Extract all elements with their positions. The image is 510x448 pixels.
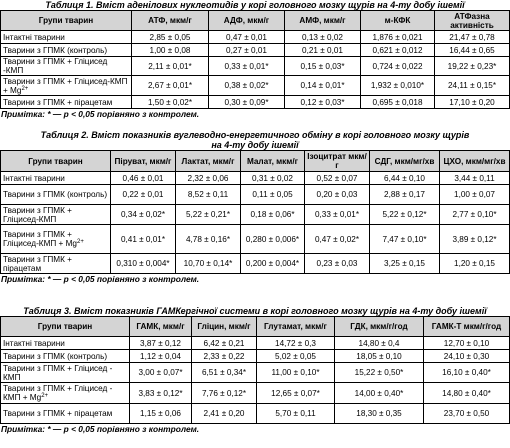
value-cell: 3,89 ± 0,12* [440,225,510,254]
value-cell: 0,12 ± 0,03* [285,96,361,109]
table-row [1,350,510,363]
value-cell: 3,87 ± 0,12 [130,337,192,350]
table-row [1,363,510,383]
group-cell: Тварини з ГПМК (контроль) [1,185,111,205]
table3-header-cell: Гліцин, мкм/г [192,317,257,337]
value-cell: 8,52 ± 0,11 [176,185,241,205]
value-cell: 16,44 ± 0,65 [435,44,510,57]
group-cell: Тварини з ГПМК + Гліцисед-КМП + $Mg^{2+}$ [1,76,132,96]
value-cell: 2,33 ± 0,22 [192,350,257,363]
group-cell: Тварини з ГПМК (контроль) [1,350,130,363]
table2 [0,150,510,274]
table3-header-cell: ГДК, мкм/г/год [335,317,424,337]
table2-header-cell: Лактат, мкм/г [176,151,241,172]
value-cell: 0,33 ± 0,01* [209,57,285,76]
table-row [1,383,510,404]
table3 [0,316,510,424]
value-cell: 0,18 ± 0,06* [241,205,305,225]
table3-note: Примітка: * — р < 0,05 порівняно з контролем. [1,424,200,434]
value-cell: 0,52 ± 0,07 [305,172,370,185]
value-cell: 3,00 ± 0,07* [130,363,192,383]
value-cell: 21,47 ± 0,78 [435,31,510,44]
value-cell: 14,00 ± 0,40* [335,383,424,404]
value-cell: 4,78 ± 0,16* [176,225,241,254]
table1-header-row [1,11,510,31]
value-cell: 0,38 ± 0,02* [209,76,285,96]
table1-header-cell: АМФ, мкм/г [285,11,361,31]
value-cell: 0,33 ± 0,01* [305,205,370,225]
table2-header-cell: ЦХО, мкм/мг/хв [440,151,510,172]
value-cell: 0,11 ± 0,05 [241,185,305,205]
value-cell: 0,27 ± 0,01 [209,44,285,57]
group-cell: Тварини з ГПМК + пірацетам [1,254,111,274]
group-cell: Тварини з ГПМК + Гліцисед - КМП + $Mg^{2+}$ [1,383,130,404]
value-cell: 14,80 ± 0,40* [424,383,510,404]
value-cell: 0,724 ± 0,022 [361,57,435,76]
value-cell: 0,695 ± 0,018 [361,96,435,109]
value-cell: 1,12 ± 0,04 [130,350,192,363]
value-cell: 0,31 ± 0,02 [241,172,305,185]
table3-header-cell: Групи тварин [1,317,130,337]
table1-header-cell: АТФазна активність [435,11,510,31]
group-cell: Тварини з ГПМК + Гліцисед-КМП + $Mg^{2+}$ [1,225,111,254]
value-cell: 0,280 ± 0,006* [241,225,305,254]
group-cell: Інтактні тварини [1,337,130,350]
table-row [1,404,510,424]
value-cell: 14,80 ± 0,4 [335,337,424,350]
group-cell: Тварини з ГПМК (контроль) [1,44,132,57]
table3-block [0,306,510,434]
value-cell: 0,30 ± 0,09* [209,96,285,109]
value-cell: 0,20 ± 0,03 [305,185,370,205]
table2-header-cell: Групи тварин [1,151,111,172]
table1-header-cell: м-КФК [361,11,435,31]
table-row [1,96,510,109]
table3-caption: Таблиця 3. Вміст показників ГАМКергічної системи в корі головного мозку щурів на 4-ту добу ішемії [23,306,487,316]
table1 [0,10,510,109]
table2-header-row [1,151,510,172]
value-cell: 0,14 ± 0,01* [285,76,361,96]
table1-block [0,0,510,119]
value-cell: 0,23 ± 0,03 [305,254,370,274]
value-cell: 0,21 ± 0,01 [285,44,361,57]
table-row [1,76,510,96]
table2-note: Примітка: * — р < 0,05 порівняно з контролем. [1,274,200,284]
value-cell: 6,51 ± 0,34* [192,363,257,383]
value-cell: 17,10 ± 0,20 [435,96,510,109]
table-row [1,205,510,225]
value-cell: 1,15 ± 0,06 [130,404,192,424]
value-cell: 5,22 ± 0,12* [370,205,440,225]
table3-header-row [1,317,510,337]
value-cell: 5,02 ± 0,05 [257,350,335,363]
table2-header-cell: Піруват, мкм/г [111,151,176,172]
value-cell: 0,41 ± 0,01* [111,225,176,254]
value-cell: 2,11 ± 0,01* [132,57,209,76]
value-cell: 5,70 ± 0,11 [257,404,335,424]
table1-note: Примітка: * — р < 0,05 порівняно з контролем. [1,109,200,119]
table2-block [0,130,510,284]
value-cell: 1,20 ± 0,15 [440,254,510,274]
table1-header-cell: АДФ, мкм/г [209,11,285,31]
value-cell: 7,76 ± 0,12* [192,383,257,404]
table3-header-cell: ГАМК, мкм/г [130,317,192,337]
table2-header-cell: Ізоцитрат мкм/г [305,151,370,172]
value-cell: 24,11 ± 0,15* [435,76,510,96]
table1-caption: Таблиця 1. Вміст аденілових нуклеотидів у корі головного мозку щурів на 4-ту добу ішемії [45,0,465,10]
table3-header-cell: Глутамат, мкм/г [257,317,335,337]
table1-header-cell: АТФ, мкм/г [132,11,209,31]
table-row [1,31,510,44]
group-cell: Тварини з ГПМК + Гліцисед-КМП [1,205,111,225]
value-cell: 18,05 ± 0,10 [335,350,424,363]
value-cell: 0,621 ± 0,012 [361,44,435,57]
table-row [1,337,510,350]
value-cell: 0,13 ± 0,02 [285,31,361,44]
table-row [1,185,510,205]
value-cell: 19,22 ± 0,23* [435,57,510,76]
value-cell: 2,85 ± 0,05 [132,31,209,44]
value-cell: 7,47 ± 0,10* [370,225,440,254]
value-cell: 18,30 ± 0,35 [335,404,424,424]
value-cell: 24,10 ± 0,30 [424,350,510,363]
value-cell: 0,47 ± 0,01 [209,31,285,44]
value-cell: 3,25 ± 0,15 [370,254,440,274]
value-cell: 0,200 ± 0,004* [241,254,305,274]
value-cell: 12,70 ± 0,10 [424,337,510,350]
table1-header-cell: Групи тварин [1,11,132,31]
value-cell: 23,70 ± 0,50 [424,404,510,424]
table-row [1,225,510,254]
value-cell: 0,34 ± 0,02* [111,205,176,225]
group-cell: Тварини з ГПМК + Гліцисед -КМП [1,57,132,76]
value-cell: 1,00 ± 0,07 [440,185,510,205]
value-cell: 15,22 ± 0,50* [335,363,424,383]
group-cell: Інтактні тварини [1,31,132,44]
value-cell: 0,47 ± 0,02* [305,225,370,254]
value-cell: 5,22 ± 0,21* [176,205,241,225]
value-cell: 3,83 ± 0,12* [130,383,192,404]
group-cell: Інтактні тварини [1,172,111,185]
value-cell: 6,44 ± 0,10 [370,172,440,185]
value-cell: 1,00 ± 0,08 [132,44,209,57]
value-cell: 16,10 ± 0,40* [424,363,510,383]
value-cell: 2,77 ± 0,10* [440,205,510,225]
value-cell: 0,15 ± 0,03* [285,57,361,76]
table2-header-cell: СДГ, мкм/мг/хв [370,151,440,172]
group-cell: Тварини з ГПМК + Гліцисед - КМП [1,363,130,383]
table-row [1,57,510,76]
value-cell: 2,67 ± 0,01* [132,76,209,96]
value-cell: 1,932 ± 0,010* [361,76,435,96]
value-cell: 6,42 ± 0,21 [192,337,257,350]
value-cell: 0,310 ± 0,004* [111,254,176,274]
table3-header-cell: ГАМК-Т мкм/г/год [424,317,510,337]
table2-caption-line2: на 4-ту добу ішемії [211,140,299,150]
table-row [1,254,510,274]
value-cell: 10,70 ± 0,14* [176,254,241,274]
group-cell: Тварини з ГПМК + пірацетам [1,96,132,109]
value-cell: 12,65 ± 0,07* [257,383,335,404]
value-cell: 0,22 ± 0,01 [111,185,176,205]
value-cell: 2,88 ± 0,17 [370,185,440,205]
value-cell: 14,72 ± 0,3 [257,337,335,350]
value-cell: 2,41 ± 0,20 [192,404,257,424]
value-cell: 3,44 ± 0,11 [440,172,510,185]
group-cell: Тварини з ГПМК + пірацетам [1,404,130,424]
value-cell: 1,876 ± 0,021 [361,31,435,44]
table-row [1,44,510,57]
value-cell: 2,32 ± 0,06 [176,172,241,185]
table2-header-cell: Малат, мкм/г [241,151,305,172]
value-cell: 1,50 ± 0,02* [132,96,209,109]
table-row [1,172,510,185]
table2-caption-line1: Таблиця 2. Вміст показників вуглеводно-енергетичного обміну в корі головного мозку щурів [40,130,470,140]
value-cell: 0,46 ± 0,01 [111,172,176,185]
value-cell: 11,00 ± 0,10* [257,363,335,383]
